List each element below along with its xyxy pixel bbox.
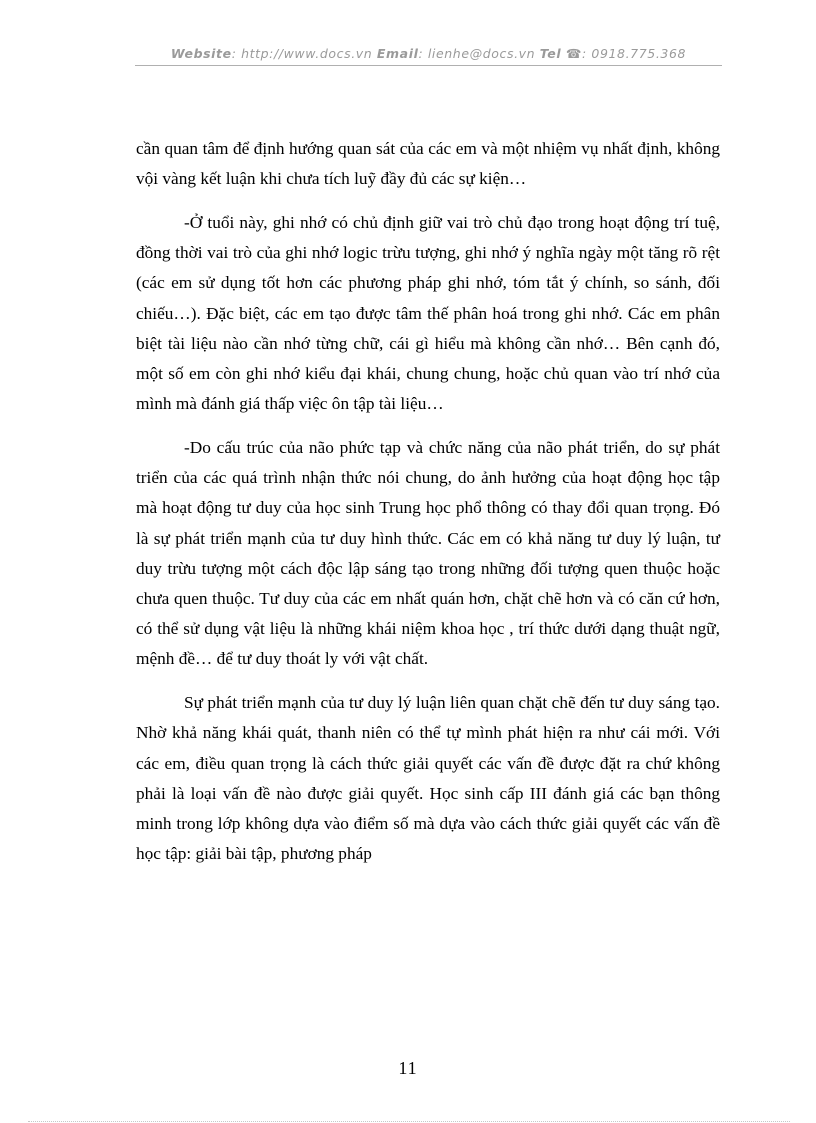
- page-number: 11: [398, 1058, 418, 1078]
- email-value: : lienhe@docs.vn: [418, 46, 536, 61]
- tel-value: : 0918.775.368: [582, 46, 687, 61]
- website-label: Website: [170, 46, 232, 61]
- tel-label: Tel: [539, 46, 562, 61]
- paragraph-3: -Do cấu trúc của não phức tạp và chức năng của não phát triển, do sự phát triển của các quá trình nhận thức nói chung, do ảnh hưởng của hoạt động học tập mà hoạt động tư duy của học sinh Trung học phổ thông có thay đổi quan trọng. Đó là sự phát triển mạnh của tư duy hình thức. Các em có khả năng tư duy lý luận, tư duy trừu tượng một cách độc lập sáng tạo trong những đối tượng quen thuộc hoặc chưa quen thuộc. Tư duy của các em nhất quán hơn, chặt chẽ hơn và có căn cứ hơn, có thể sử dụng vật liệu là những khái niệm khoa học , trí thức dưới dạng thuật ngữ, mệnh đề… để tư duy thoát ly với vật chất.: [136, 438, 720, 669]
- phone-icon: ☎: [565, 46, 582, 61]
- website-value: : http://www.docs.vn: [231, 46, 373, 61]
- paragraph-2: -Ở tuổi này, ghi nhớ có chủ định giữ vai trò chủ đạo trong hoạt động trí tuệ, đồng thời vai trò của ghi nhớ logic trừu tượng, ghi nhớ ý nghĩa ngày một tăng rõ rệt (các em sử dụng tốt hơn các phương pháp ghi nhớ, tóm tắt ý chính, so sánh, đối chiếu…). Đặc biệt, các em tạo được tâm thế phân hoá trong ghi nhớ. Các em phân biệt tài liệu nào cần nhớ từng chữ, cái gì hiểu mà không cần nhớ… Bên cạnh đó, một số em còn ghi nhớ kiểu đại khái, chung chung, hoặc chủ quan vào trí nhớ của mình mà đánh giá thấp việc ôn tập tài liệu…: [136, 213, 720, 414]
- paragraph-1: cần quan tâm để định hướng quan sát của các em và một nhiệm vụ nhất định, không vội vàng kết luận khi chưa tích luỹ đầy đủ các sự kiện…: [136, 139, 720, 189]
- document-body: [136, 134, 720, 883]
- header-divider: [135, 65, 722, 66]
- page-bottom-border: [28, 1121, 790, 1122]
- paragraph-4: Sự phát triển mạnh của tư duy lý luận liên quan chặt chẽ đến tư duy sáng tạo. Nhờ khả năng khái quát, thanh niên có thể tự mình phát hiện ra như cái mới. Với các em, điều quan trọng là cách thức giải quyết các vấn đề được đặt ra chứ không phải là loại vấn đề nào được giải quyết. Học sinh cấp III đánh giá các bạn thông minh trong lớp không dựa vào điểm số mà dựa vào cách thức giải quyết các vấn đề học tập: giải bài tập, phương pháp: [136, 693, 720, 864]
- email-label: Email: [376, 46, 419, 61]
- page-header: [135, 46, 722, 61]
